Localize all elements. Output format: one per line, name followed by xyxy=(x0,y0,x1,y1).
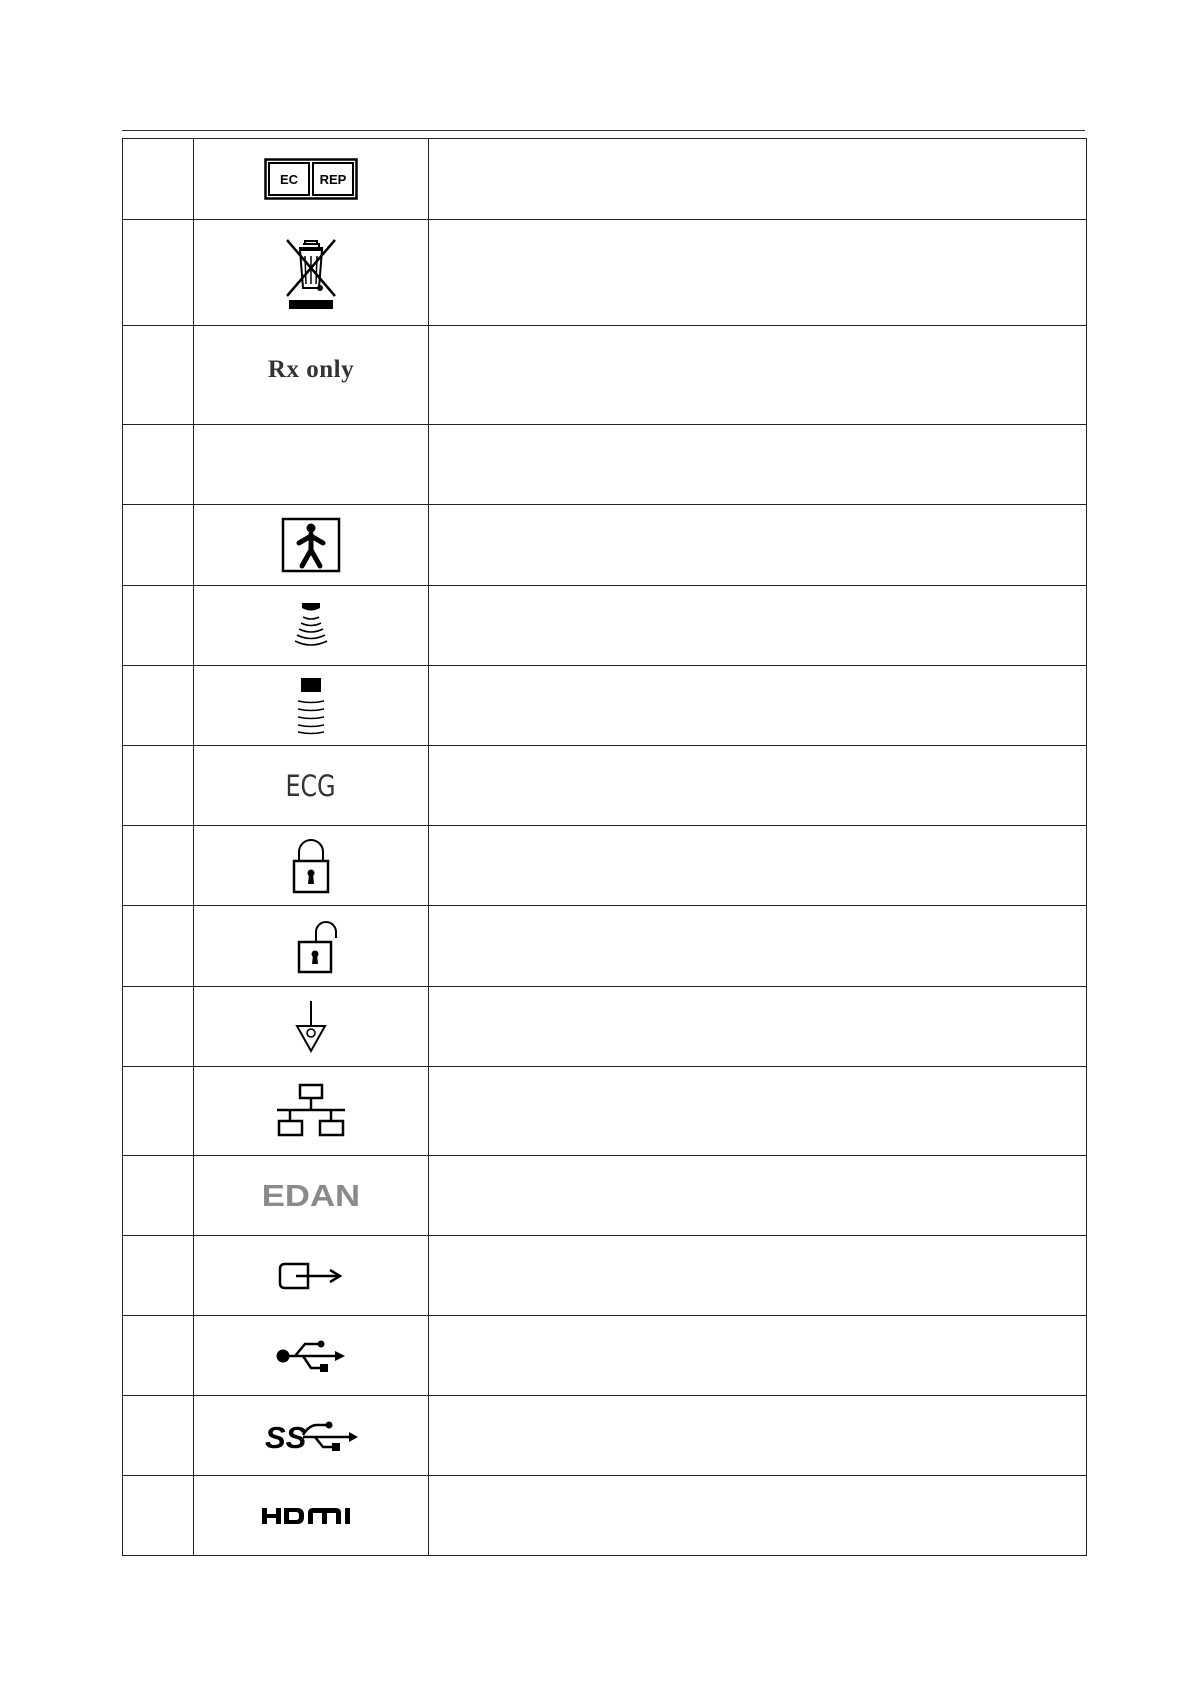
row-number-cell xyxy=(123,1396,194,1476)
table-row xyxy=(123,220,1087,326)
description-cell xyxy=(429,505,1087,586)
svg-text:REP: REP xyxy=(319,172,347,187)
row-number-cell xyxy=(123,1476,194,1556)
row-number-cell xyxy=(123,1067,194,1156)
description-cell xyxy=(429,425,1087,505)
symbol-cell xyxy=(194,1476,429,1556)
row-number-cell xyxy=(123,906,194,987)
description-cell xyxy=(429,586,1087,666)
description-cell xyxy=(429,1476,1087,1556)
symbol-cell xyxy=(194,906,429,987)
table-row xyxy=(123,1156,1087,1236)
row-number-cell xyxy=(123,139,194,220)
symbol-cell xyxy=(194,1396,429,1476)
symbol-cell xyxy=(194,326,429,425)
table-row xyxy=(123,666,1087,746)
row-number-cell xyxy=(123,220,194,326)
svg-text:EC: EC xyxy=(279,172,299,187)
description-cell xyxy=(429,826,1087,906)
convex-probe-icon xyxy=(287,601,335,651)
table-row xyxy=(123,425,1087,505)
weee-crossed-bin-icon xyxy=(283,236,339,310)
row-number-cell xyxy=(123,425,194,505)
table-row xyxy=(123,1316,1087,1396)
row-number-cell xyxy=(123,326,194,425)
description-cell xyxy=(429,220,1087,326)
description-cell xyxy=(429,746,1087,826)
table-row xyxy=(123,505,1087,586)
description-cell xyxy=(429,1316,1087,1396)
table-row xyxy=(123,1396,1087,1476)
edan-logo: EDAN xyxy=(261,1177,361,1213)
video-output-icon xyxy=(278,1261,344,1291)
ec-rep-icon xyxy=(264,158,358,200)
table-row xyxy=(123,987,1087,1067)
table-row xyxy=(123,1067,1087,1156)
type-bf-applied-part-icon xyxy=(281,517,341,573)
symbol-cell xyxy=(194,1316,429,1396)
rx-only-icon: Rx only xyxy=(267,356,355,383)
row-number-cell xyxy=(123,746,194,826)
description-cell xyxy=(429,987,1087,1067)
symbol-cell xyxy=(194,139,429,220)
lock-icon xyxy=(291,837,331,895)
row-number-cell xyxy=(123,666,194,746)
equipotentiality-icon xyxy=(293,1000,329,1054)
row-number-cell xyxy=(123,1316,194,1396)
symbol-cell xyxy=(194,1156,429,1236)
table-row xyxy=(123,746,1087,826)
unlock-icon xyxy=(292,918,340,974)
description-cell xyxy=(429,1236,1087,1316)
symbol-cell xyxy=(194,586,429,666)
symbol-cell xyxy=(194,425,429,505)
description-cell xyxy=(429,906,1087,987)
description-cell xyxy=(429,1396,1087,1476)
table-row xyxy=(123,906,1087,987)
symbol-cell xyxy=(194,505,429,586)
symbol-cell xyxy=(194,666,429,746)
row-number-cell xyxy=(123,987,194,1067)
table-row xyxy=(123,1476,1087,1556)
hdmi-icon xyxy=(261,1506,361,1526)
row-number-cell xyxy=(123,505,194,586)
network-port-icon xyxy=(275,1083,347,1139)
row-number-cell xyxy=(123,1156,194,1236)
description-cell xyxy=(429,1067,1087,1156)
usb-superspeed-icon xyxy=(263,1417,359,1455)
symbol-cell xyxy=(194,1067,429,1156)
table-row xyxy=(123,586,1087,666)
description-cell xyxy=(429,139,1087,220)
row-number-cell xyxy=(123,1236,194,1316)
table-row xyxy=(123,139,1087,220)
symbol-table xyxy=(122,138,1087,1556)
description-cell xyxy=(429,326,1087,425)
table-row xyxy=(123,826,1087,906)
table-row xyxy=(123,326,1087,425)
row-number-cell xyxy=(123,826,194,906)
symbol-cell xyxy=(194,987,429,1067)
symbol-cell xyxy=(194,746,429,826)
row-number-cell xyxy=(123,586,194,666)
symbol-cell xyxy=(194,826,429,906)
description-cell xyxy=(429,666,1087,746)
ecg-icon: ECG xyxy=(285,768,337,803)
linear-probe-icon xyxy=(291,677,331,735)
table-row xyxy=(123,1236,1087,1316)
header-rule xyxy=(122,130,1085,131)
description-cell xyxy=(429,1156,1087,1236)
symbol-cell xyxy=(194,1236,429,1316)
usb-icon xyxy=(275,1338,347,1374)
svg-text:SS: SS xyxy=(265,1419,307,1455)
symbol-cell xyxy=(194,220,429,326)
